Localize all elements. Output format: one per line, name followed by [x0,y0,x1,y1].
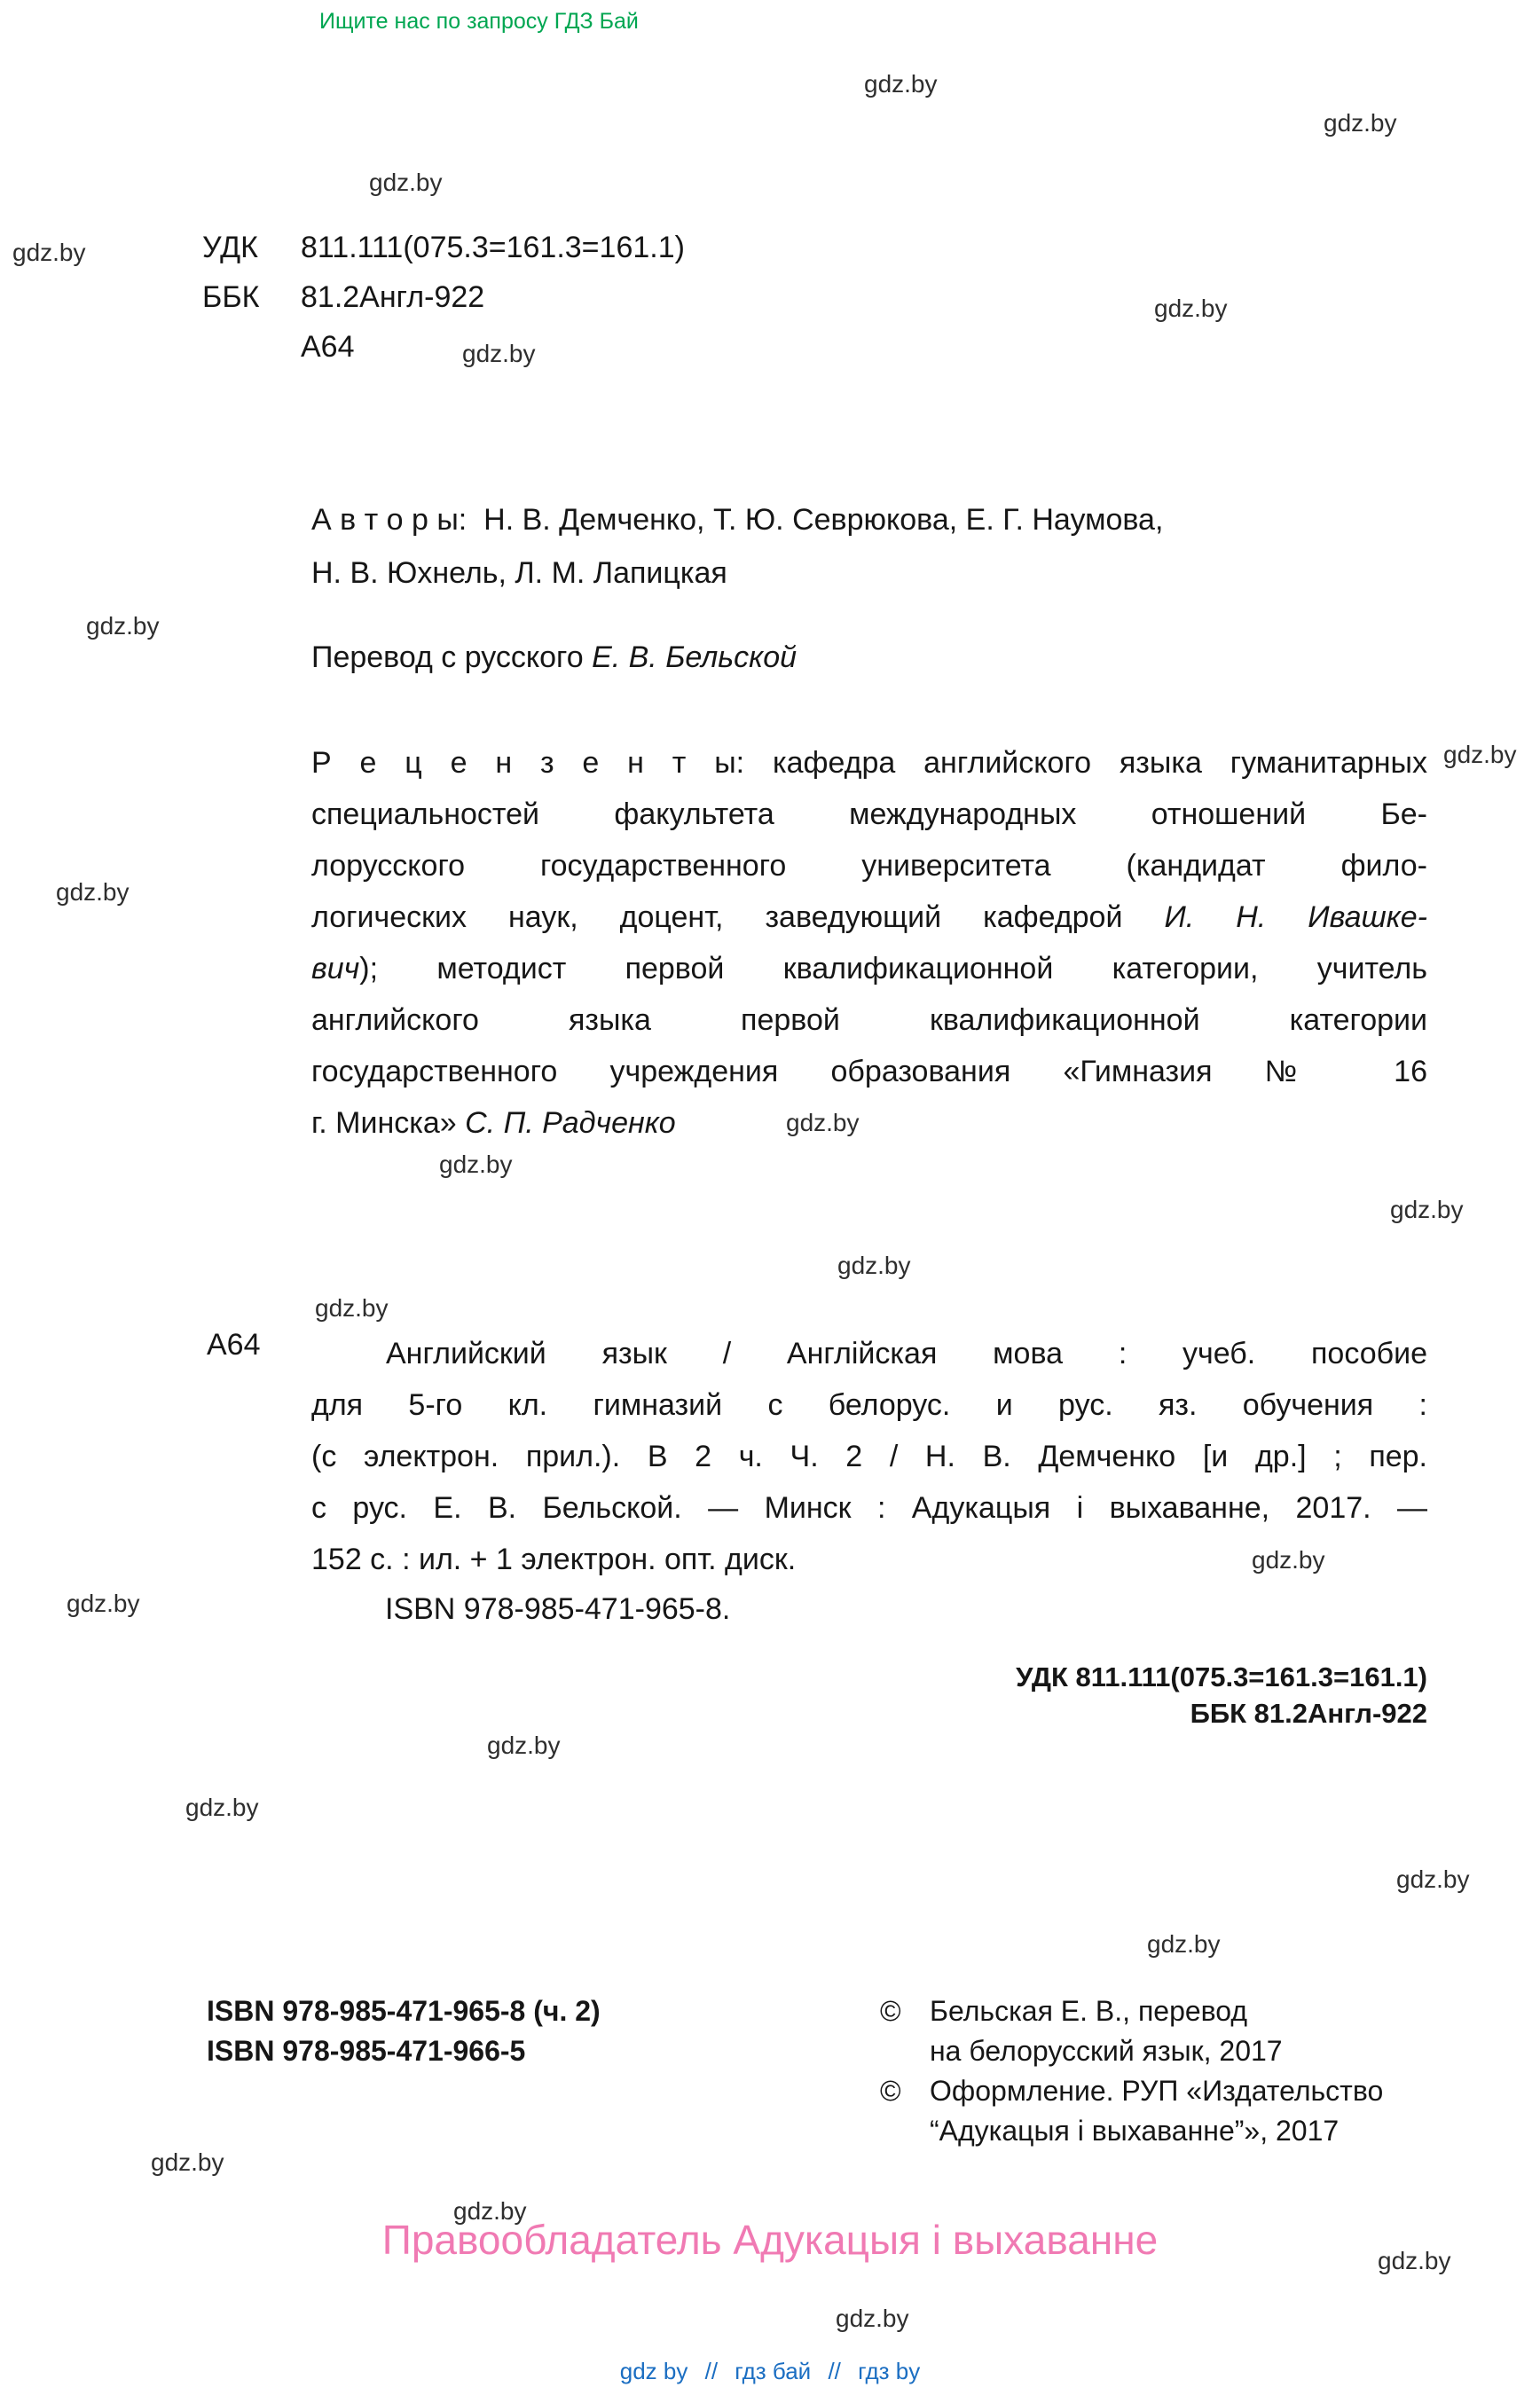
isbn-block [207,1991,601,2071]
gdz-watermark: gdz.by [12,239,86,266]
gdz-watermark: gdz.by [1378,2247,1451,2274]
footer-link-gdz-by-2[interactable]: гдз by [858,2358,921,2384]
biblio-line: для 5-го кл. гимназий с белорус. и рус. яз. обучения : [311,1388,1427,1422]
reviewers-block [311,737,1427,1149]
translation-text: Перевод с русского [311,640,593,674]
gdz-watermark: gdz.by [453,2197,527,2225]
reviewer-name: С. П. Радченко [465,1106,676,1140]
udk-label: УДК [202,231,258,264]
gdz-watermark: gdz.by [462,340,536,367]
gdz-watermark: gdz.by [439,1150,513,1178]
translation-credit [311,640,797,675]
reviewers-line: государственного учреждения образования «Гимназия № 16 [311,1055,1427,1088]
udk-row [202,223,685,272]
udk-bottom: УДК 811.111(075.3=161.3=161.1) [1016,1661,1427,1692]
copyright-row [880,1991,1383,2031]
author-code-row [202,322,685,372]
copyright-row [880,2111,1383,2151]
reviewers-text: ); методист первой квалификационной категории, учитель [359,952,1427,986]
gdz-watermark: gdz.by [836,2305,909,2332]
copyright-text: Оформление. РУП «Издательство [930,2075,1384,2107]
copyright-text: Бельская Е. В., перевод [930,1995,1248,2027]
gdz-watermark: gdz.by [1396,1865,1470,1893]
rights-holder-text: Правообладатель Адукацыя і выхаванне [381,2217,1159,2263]
gdz-watermark: gdz.by [315,1294,389,1322]
gdz-watermark: gdz.by [86,612,160,640]
gdz-watermark: gdz.by [1324,109,1397,137]
gdz-watermark: gdz.by [864,70,938,98]
biblio-author-code: А64 [207,1328,261,1362]
copyright-symbol: © [880,1995,901,2027]
authors-names-1: Н. В. Демченко, Т. Ю. Севрюкова, Е. Г. Наумова, [483,503,1164,537]
gdz-watermark: gdz.by [151,2148,224,2176]
gdz-watermark: gdz.by [487,1732,561,1759]
gdz-watermark: gdz.by [67,1590,140,1617]
gdz-watermark: gdz.by [1252,1546,1325,1574]
reviewers-line: Р е ц е н з е н т ы: кафедра английского языка гуманитарных [311,746,1427,780]
copyright-symbol: © [880,2075,901,2107]
gdz-watermark: gdz.by [786,1109,860,1136]
reviewers-line [311,1097,1427,1149]
biblio-line: Английский язык / Англійская мова : учеб. пособие [386,1337,1427,1370]
udk-value: 811.111(075.3=161.3=161.1) [301,231,685,264]
reviewer-name: И. Н. Ивашке- [1164,900,1427,934]
bbk-row [202,272,685,322]
bbk-value: 81.2Англ-922 [301,280,485,314]
copyright-row [880,2071,1383,2111]
authors-line-2: Н. В. Юхнель, Л. М. Лапицкая [311,556,727,590]
biblio-line: 152 с. : ил. + 1 электрон. опт. диск. [311,1543,797,1576]
reviewers-text: г. Минска» [311,1106,466,1140]
copyright-text: на белорусский язык, 2017 [930,2035,1283,2067]
biblio-line: с рус. Е. В. Бельской. — Минск : Адукацыя і выхаванне, 2017. — [311,1491,1427,1525]
gdz-watermark: gdz.by [369,169,443,196]
authors-block [311,493,1163,600]
gdz-watermark: gdz.by [1390,1196,1464,1223]
bibliographic-entry [311,1328,1427,1585]
reviewers-line [311,891,1427,943]
translator-name: Е. В. Бельской [592,640,798,674]
copyright-text: “Адукацыя і выхаванне”», 2017 [930,2115,1340,2147]
classification-bottom-block [1016,1659,1427,1732]
bbk-label: ББК [202,280,260,314]
gdz-watermark: gdz.by [1443,741,1517,768]
authors-label: А в т о р ы: [311,503,468,537]
bbk-bottom: ББК 81.2Англ-922 [1190,1698,1427,1729]
gdz-watermark: gdz.by [837,1252,911,1279]
gdz-watermark: gdz.by [1154,294,1228,322]
authors-line-1 [311,493,1163,546]
author-code-spacer [202,322,301,372]
copyright-row [880,2031,1383,2071]
reviewers-line [311,943,1427,994]
reviewers-line: лорусского государственного университета (кандидат фило- [311,849,1427,883]
isbn-part2: ISBN 978-985-471-965-8 (ч. 2) [207,1995,601,2027]
footer-links [0,2358,1540,2385]
biblio-line: (с электрон. прил.). В 2 ч. Ч. 2 / Н. В. Демченко [и др.] ; пер. [311,1440,1427,1473]
copyright-spacer [880,2031,930,2071]
copyright-spacer [880,2111,930,2151]
footer-separator: // [704,2358,719,2384]
reviewers-line: английского языка первой квалификационной категории [311,1003,1427,1037]
reviewers-text: логических наук, доцент, заведующий кафедрой [311,900,1165,934]
reviewer-name: вич [311,952,360,986]
footer-separator: // [828,2358,841,2384]
footer-link-gdz-bai[interactable]: гдз бай [735,2358,812,2384]
author-code: А64 [301,330,355,364]
isbn-full: ISBN 978-985-471-966-5 [207,2035,526,2067]
copyright-block [880,1991,1383,2151]
promo-banner-text: Ищите нас по запросу ГДЗ Бай [319,9,639,34]
gdz-watermark: gdz.by [56,878,130,906]
gdz-watermark: gdz.by [185,1794,259,1821]
footer-link-gdz-by[interactable]: gdz by [619,2358,688,2384]
isbn-main: ISBN 978-985-471-965-8. [385,1592,731,1626]
classification-block [202,223,685,372]
gdz-watermark: gdz.by [1147,1930,1221,1958]
reviewers-line: специальностей факультета международных отношений Бе- [311,797,1427,831]
